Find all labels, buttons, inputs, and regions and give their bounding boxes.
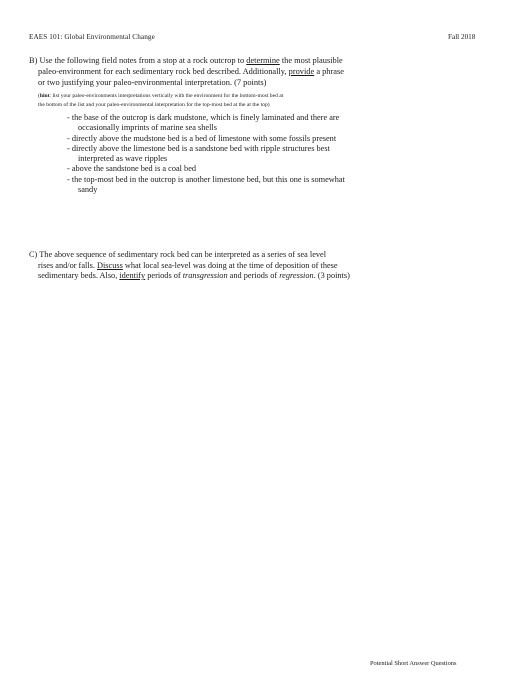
hint-paren: (	[38, 93, 40, 99]
field-note-text: - above the sandstone bed is a coal bed	[67, 164, 197, 174]
list-item	[67, 175, 467, 196]
term-transgression: transgression	[182, 271, 228, 281]
field-note-continuation: sandy	[78, 185, 98, 195]
list-item	[67, 113, 467, 134]
question-b-line-3: or two justifying your paleo-environmental interpretation. (7 points)	[38, 78, 267, 87]
page-footer: Potential Short Answer Questions	[370, 660, 457, 667]
question-c-line-3	[29, 271, 469, 282]
hint-note	[38, 92, 478, 109]
hint-text: : list your paleo-environments interpretations vertically with the environment for the bottom-most bed at	[49, 93, 284, 99]
keyword-provide: provide	[288, 67, 315, 76]
question-c-text: what local sea-level was doing at the time of deposition of these	[122, 260, 338, 270]
keyword-discuss: Discuss	[97, 260, 123, 270]
question-c-line-1: C) The above sequence of sedimentary rock bed can be interpreted as a series of sea level	[29, 250, 327, 259]
question-b-text: the most plausible	[279, 56, 343, 65]
keyword-identify: identify	[119, 271, 146, 281]
question-c-text: . (3 points)	[313, 271, 350, 281]
field-note-text: - the base of the outcrop is dark mudstone, which is finely laminated and there are	[67, 113, 340, 122]
list-item	[67, 144, 467, 165]
hint-line-2: the bottom of the list and your paleo-environmental interpretation for the top-most bed at the at the top)	[38, 101, 270, 108]
field-note-continuation: interpreted as wave ripples	[78, 154, 168, 164]
question-c-line-2	[29, 261, 469, 272]
course-header: EAES 101: Global Environmental Change	[29, 33, 155, 41]
field-note-text: - directly above the limestone bed is a sandstone bed with ripple structures best	[67, 143, 330, 153]
list-item	[67, 134, 467, 144]
question-c-text: and periods of	[227, 271, 280, 281]
field-notes-list	[67, 113, 467, 195]
question-c-text: periods of	[145, 271, 183, 281]
question-b-text: paleo-environment for each sedimentary rock bed described. Additionally,	[38, 67, 289, 76]
field-note-text: - directly above the mudstone bed is a bed of limestone with some fossils present	[67, 133, 337, 143]
field-note-continuation: occasionally imprints of marine sea shells	[78, 123, 217, 133]
question-b	[29, 55, 469, 88]
field-note-text: - the top-most bed in the outcrop is another limestone bed, but this one is somewhat	[67, 174, 345, 184]
question-c-text: rises and/or falls.	[38, 260, 97, 270]
keyword-determine: determine	[246, 56, 280, 65]
term-header: Fall 2018	[448, 33, 476, 41]
question-b-text: a phrase	[314, 67, 344, 76]
question-b-text: B) Use the following field notes from a stop at a rock outcrop to	[29, 56, 247, 65]
hint-label: hint	[39, 93, 50, 99]
question-b-line-1	[29, 55, 469, 66]
hint-line-1	[38, 92, 478, 101]
question-b-line-2	[29, 66, 469, 77]
question-c-text: sedimentary beds. Also,	[38, 271, 120, 281]
list-item	[67, 164, 467, 174]
question-c	[29, 250, 469, 282]
term-regression: regression	[279, 271, 314, 281]
